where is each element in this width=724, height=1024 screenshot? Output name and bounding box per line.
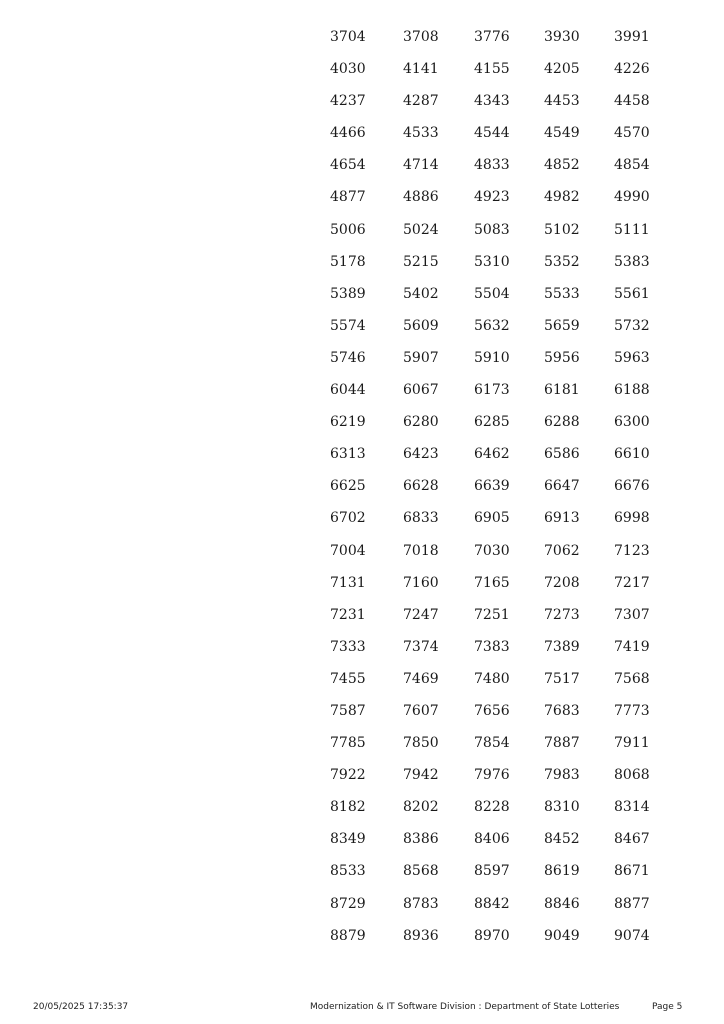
number-cell: 4714 xyxy=(403,157,439,174)
footer-division: Modernization & IT Software Division : Department of State Lotteries xyxy=(310,1002,620,1012)
number-cell: 4466 xyxy=(330,125,366,142)
number-cell: 8877 xyxy=(614,895,650,912)
number-cell: 5659 xyxy=(544,317,580,334)
number-cell: 8842 xyxy=(474,895,510,912)
number-cell: 3708 xyxy=(403,29,439,45)
number-cell: 7208 xyxy=(544,574,580,591)
number-cell: 8182 xyxy=(330,799,366,816)
number-cell: 7383 xyxy=(474,638,510,655)
number-cell: 6181 xyxy=(544,382,580,399)
number-cell: 5561 xyxy=(614,285,650,302)
number-cell: 7854 xyxy=(474,735,510,752)
number-cell: 3930 xyxy=(544,29,580,45)
number-cell: 5352 xyxy=(544,253,580,270)
number-cell: 4030 xyxy=(330,61,366,78)
number-cell: 5963 xyxy=(614,349,650,366)
number-cell: 7683 xyxy=(544,702,580,719)
footer-datetime: 20/05/2025 17:35:37 xyxy=(33,1002,129,1012)
number-cell: 4877 xyxy=(330,189,366,206)
number-cell: 8406 xyxy=(474,831,510,848)
number-cell: 5383 xyxy=(614,253,650,270)
number-cell: 7251 xyxy=(474,606,510,623)
number-cell: 8879 xyxy=(330,927,366,944)
number-cell: 9074 xyxy=(614,927,650,944)
number-cell: 8310 xyxy=(544,799,580,816)
number-cell: 5746 xyxy=(330,349,366,366)
number-cell: 6628 xyxy=(403,478,439,495)
number-cell: 6639 xyxy=(474,478,510,495)
number-cell: 9049 xyxy=(544,927,580,944)
number-cell: 6610 xyxy=(614,446,650,463)
number-cell: 8846 xyxy=(544,895,580,912)
number-cell: 4990 xyxy=(614,189,650,206)
number-cell: 5732 xyxy=(614,317,650,334)
number-cell: 5956 xyxy=(544,349,580,366)
number-cell: 5907 xyxy=(403,349,439,366)
number-cell: 7976 xyxy=(474,767,510,784)
number-cell: 4923 xyxy=(474,189,510,206)
number-cell: 7389 xyxy=(544,638,580,655)
number-cell: 7062 xyxy=(544,542,580,559)
number-cell: 8619 xyxy=(544,863,580,880)
number-cell: 8386 xyxy=(403,831,439,848)
number-cell: 4155 xyxy=(474,61,510,78)
number-cell: 6586 xyxy=(544,446,580,463)
number-cell: 6462 xyxy=(474,446,510,463)
number-cell: 7922 xyxy=(330,767,366,784)
number-cell: 5178 xyxy=(330,253,366,270)
number-cell: 8568 xyxy=(403,863,439,880)
number-cell: 8729 xyxy=(330,895,366,912)
number-cell: 8068 xyxy=(614,767,650,784)
number-cell: 5024 xyxy=(403,221,439,238)
number-cell: 7785 xyxy=(330,735,366,752)
number-cell: 7217 xyxy=(614,574,650,591)
number-cell: 6913 xyxy=(544,510,580,527)
number-cell: 7123 xyxy=(614,542,650,559)
number-cell: 5215 xyxy=(403,253,439,270)
number-cell: 5102 xyxy=(544,221,580,238)
number-cell: 6044 xyxy=(330,382,366,399)
number-cell: 5402 xyxy=(403,285,439,302)
number-cell: 6702 xyxy=(330,510,366,527)
number-cell: 4287 xyxy=(403,93,439,110)
number-cell: 7165 xyxy=(474,574,510,591)
number-cell: 8228 xyxy=(474,799,510,816)
number-cell: 7004 xyxy=(330,542,366,559)
number-cell: 5609 xyxy=(403,317,439,334)
number-cell: 5389 xyxy=(330,285,366,302)
number-cell: 5533 xyxy=(544,285,580,302)
number-cell: 4544 xyxy=(474,125,510,142)
number-cell: 8671 xyxy=(614,863,650,880)
number-cell: 7911 xyxy=(614,735,650,752)
number-cell: 7607 xyxy=(403,702,439,719)
number-cell: 8783 xyxy=(403,895,439,912)
number-cell: 5504 xyxy=(474,285,510,302)
number-cell: 5083 xyxy=(474,221,510,238)
number-cell: 4237 xyxy=(330,93,366,110)
number-cell: 4205 xyxy=(544,61,580,78)
number-cell: 7887 xyxy=(544,735,580,752)
footer-page-number: Page 5 xyxy=(652,1002,683,1012)
number-cell: 4453 xyxy=(544,93,580,110)
number-cell: 8202 xyxy=(403,799,439,816)
number-cell: 7273 xyxy=(544,606,580,623)
number-cell: 4141 xyxy=(403,61,439,78)
number-cell: 7517 xyxy=(544,670,580,687)
number-cell: 8349 xyxy=(330,831,366,848)
number-cell: 7231 xyxy=(330,606,366,623)
number-cell: 7587 xyxy=(330,702,366,719)
number-cell: 6676 xyxy=(614,478,650,495)
number-cell: 7030 xyxy=(474,542,510,559)
number-cell: 7131 xyxy=(330,574,366,591)
number-cell: 6300 xyxy=(614,414,650,431)
number-cell: 4852 xyxy=(544,157,580,174)
number-cell: 4343 xyxy=(474,93,510,110)
number-cell: 7469 xyxy=(403,670,439,687)
number-cell: 4458 xyxy=(614,93,650,110)
number-cell: 7307 xyxy=(614,606,650,623)
number-cell: 6833 xyxy=(403,510,439,527)
number-cell: 7480 xyxy=(474,670,510,687)
number-cell: 3704 xyxy=(330,29,366,45)
number-cell: 4226 xyxy=(614,61,650,78)
number-cell: 5310 xyxy=(474,253,510,270)
number-cell: 7942 xyxy=(403,767,439,784)
number-cell: 7568 xyxy=(614,670,650,687)
number-cell: 5910 xyxy=(474,349,510,366)
number-cell: 6905 xyxy=(474,510,510,527)
number-cell: 7773 xyxy=(614,702,650,719)
number-cell: 4833 xyxy=(474,157,510,174)
number-cell: 6285 xyxy=(474,414,510,431)
number-cell: 7419 xyxy=(614,638,650,655)
number-cell: 7656 xyxy=(474,702,510,719)
number-cell: 8533 xyxy=(330,863,366,880)
number-cell: 8597 xyxy=(474,863,510,880)
number-cell: 4570 xyxy=(614,125,650,142)
number-cell: 6288 xyxy=(544,414,580,431)
number-cell: 4982 xyxy=(544,189,580,206)
number-cell: 6647 xyxy=(544,478,580,495)
number-cell: 5574 xyxy=(330,317,366,334)
number-cell: 3991 xyxy=(614,29,650,45)
number-cell: 7374 xyxy=(403,638,439,655)
number-cell: 6219 xyxy=(330,414,366,431)
number-cell: 6998 xyxy=(614,510,650,527)
number-cell: 6067 xyxy=(403,382,439,399)
number-cell: 4654 xyxy=(330,157,366,174)
number-cell: 7983 xyxy=(544,767,580,784)
number-cell: 7160 xyxy=(403,574,439,591)
number-cell: 4854 xyxy=(614,157,650,174)
number-cell: 6188 xyxy=(614,382,650,399)
number-cell: 6280 xyxy=(403,414,439,431)
number-cell: 5111 xyxy=(614,221,650,238)
number-cell: 7455 xyxy=(330,670,366,687)
page-footer xyxy=(0,1000,724,1014)
number-cell: 7018 xyxy=(403,542,439,559)
number-cell: 5006 xyxy=(330,221,366,238)
number-cell: 8936 xyxy=(403,927,439,944)
number-cell: 3776 xyxy=(474,29,510,45)
number-cell: 4533 xyxy=(403,125,439,142)
winning-numbers-grid xyxy=(330,27,660,958)
number-cell: 4886 xyxy=(403,189,439,206)
number-cell: 6313 xyxy=(330,446,366,463)
number-cell: 4549 xyxy=(544,125,580,142)
number-cell: 6625 xyxy=(330,478,366,495)
number-cell: 7333 xyxy=(330,638,366,655)
number-cell: 7850 xyxy=(403,735,439,752)
number-cell: 8314 xyxy=(614,799,650,816)
number-cell: 6423 xyxy=(403,446,439,463)
number-cell: 8970 xyxy=(474,927,510,944)
number-cell: 7247 xyxy=(403,606,439,623)
number-cell: 5632 xyxy=(474,317,510,334)
number-cell: 8452 xyxy=(544,831,580,848)
number-cell: 8467 xyxy=(614,831,650,848)
number-cell: 6173 xyxy=(474,382,510,399)
